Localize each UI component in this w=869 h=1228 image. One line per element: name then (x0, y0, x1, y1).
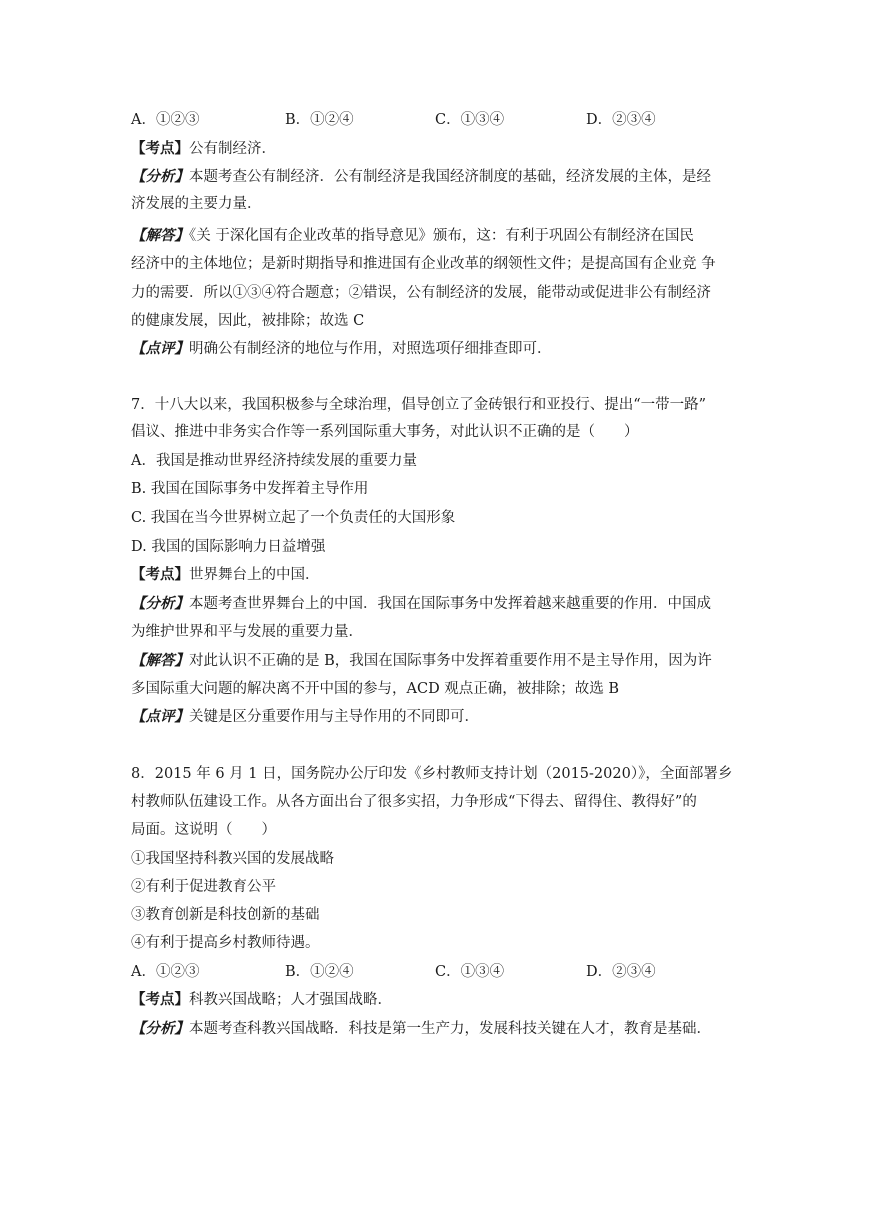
q8-option-a: A．①②③ (131, 964, 200, 980)
q7-option-a: A．我国是推动世界经济持续发展的重要力量 (131, 453, 417, 469)
q8-kaodian (131, 990, 392, 1010)
q6-option-a: A．①②③ (131, 112, 200, 128)
q8-item-2: ②有利于促进教育公平 (131, 879, 276, 895)
q7-kaodian (131, 565, 320, 585)
fenxi-tag: 【分析】 (131, 1020, 189, 1037)
q8-stem-line2: 村教师队伍建设工作。从各方面出台了很多实招，力争形成“下得去、留得住、教得好”的 (131, 794, 697, 810)
q8-option-b: B．①②④ (285, 964, 354, 980)
q6-jieda-line4: 的健康发展，因此，被排除；故选 C (131, 313, 365, 329)
kaodian-text: 世界舞台上的中国． (189, 567, 320, 583)
dianping-text: 明确公有制经济的地位与作用，对照选项仔细排查即可． (189, 341, 552, 357)
kaodian-tag: 【考点】 (131, 566, 189, 583)
q7-dianping (131, 707, 479, 727)
jieda-text: 《关 于深化国有企业改革的指导意见》颁布，这：有利于巩固公有制经济在国民 (189, 228, 694, 244)
q8-item-4: ④有利于提高乡村教师待遇。 (131, 935, 320, 951)
q7-jieda-line1 (131, 651, 712, 671)
jieda-tag: 【解答】 (131, 227, 189, 244)
kaodian-text: 公有制经济． (189, 141, 276, 157)
fenxi-text: 本题考查世界舞台上的中国．我国在国际事务中发挥着越来越重要的作用．中国成 (189, 596, 711, 612)
fenxi-tag: 【分析】 (131, 595, 189, 612)
dianping-text: 关键是区分重要作用与主导作用的不同即可． (189, 709, 479, 725)
q6-fenxi-line1 (131, 167, 711, 187)
q7-stem-line2: 倡议、推进中非务实合作等一系列国际重大事务，对此认识不正确的是（ ） (131, 424, 639, 440)
q8-fenxi-line1 (131, 1019, 711, 1039)
q7-option-d: D. 我国的国际影响力日益增强 (131, 539, 326, 555)
dianping-tag: 【点评】 (131, 340, 189, 357)
q6-fenxi-line2: 济发展的主要力量． (131, 196, 262, 212)
q7-option-c: C. 我国在当今世界树立起了一个负责任的大国形象 (131, 510, 456, 526)
q8-option-d: D．②③④ (586, 964, 656, 980)
fenxi-text: 本题考查公有制经济．公有制经济是我国经济制度的基础，经济发展的主体，是经 (189, 169, 711, 185)
q7-jieda-line2: 多国际重大问题的解决离不开中国的参与，ACD 观点正确，被排除；故选 B (131, 681, 620, 697)
kaodian-text: 科教兴国战略；人才强国战略． (189, 992, 392, 1008)
q8-stem-line3: 局面。这说明（ ） (131, 822, 276, 838)
q6-jieda-line3: 力的需要．所以①③④符合题意；②错误，公有制经济的发展，能带动或促进非公有制经济 (131, 285, 711, 301)
q6-option-d: D．②③④ (586, 112, 656, 128)
q8-option-c: C．①③④ (435, 964, 505, 980)
fenxi-tag: 【分析】 (131, 168, 189, 185)
q7-stem-line1: 7．十八大以来，我国积极参与全球治理，倡导创立了金砖银行和亚投行、提出“一带一路” (131, 397, 707, 413)
q7-option-b: B. 我国在国际事务中发挥着主导作用 (131, 481, 369, 497)
q7-fenxi-line1 (131, 594, 711, 614)
jieda-text: 对此认识不正确的是 B，我国在国际事务中发挥着重要作用不是主导作用，因为许 (189, 653, 712, 669)
q6-dianping (131, 339, 552, 359)
kaodian-tag: 【考点】 (131, 140, 189, 157)
q6-jieda-line2: 经济中的主体地位；是新时期指导和推进国有企业改革的纲领性文件；是提高国有企业竞 争 (131, 256, 716, 272)
dianping-tag: 【点评】 (131, 708, 189, 725)
q8-stem-line1: 8．2015 年 6 月 1 日，国务院办公厅印发《乡村教师支持计划（2015-2020）》，全面部署乡 (131, 766, 733, 782)
q6-kaodian (131, 139, 276, 159)
q6-option-c: C．①③④ (435, 112, 505, 128)
jieda-tag: 【解答】 (131, 652, 189, 669)
q8-item-1: ①我国坚持科教兴国的发展战略 (131, 851, 334, 867)
fenxi-text: 本题考查科教兴国战略．科技是第一生产力，发展科技关键在人才，教育是基础． (189, 1021, 711, 1037)
q8-item-3: ③教育创新是科技创新的基础 (131, 907, 320, 923)
q7-fenxi-line2: 为维护世界和平与发展的重要力量． (131, 624, 363, 640)
q6-option-b: B．①②④ (285, 112, 354, 128)
q6-jieda-line1 (131, 226, 694, 246)
kaodian-tag: 【考点】 (131, 991, 189, 1008)
